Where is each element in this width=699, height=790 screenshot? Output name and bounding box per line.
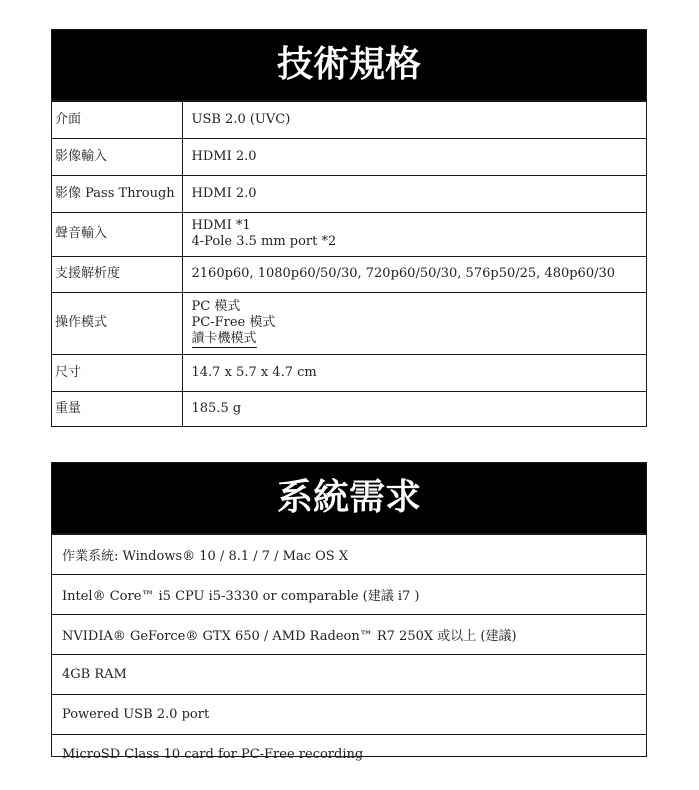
spec-value <box>182 212 646 256</box>
requirement-item: 作業系統: Windows® 10 / 8.1 / 7 / Mac OS X <box>62 549 349 564</box>
specs-table <box>52 102 646 426</box>
spec-value-line: HDMI *1 <box>191 218 251 233</box>
requirements-table <box>52 535 646 774</box>
spec-value-line: PC 模式 <box>191 298 241 314</box>
spec-key: 重量 <box>52 391 182 426</box>
requirement-item: 4GB RAM <box>52 655 646 695</box>
table-row <box>52 292 646 354</box>
spec-key: 影像 Pass Through <box>52 175 182 212</box>
spec-value: 14.7 x 5.7 x 4.7 cm <box>182 354 646 391</box>
table-row <box>52 391 646 426</box>
spec-key: 介面 <box>52 102 182 138</box>
table-row <box>52 256 646 292</box>
table-row <box>52 138 646 175</box>
spec-value: USB 2.0 (UVC) <box>191 111 291 127</box>
spec-value-line: PC-Free 模式 <box>191 314 276 330</box>
spec-value: 2160p60, 1080p60/50/30, 720p60/50/30, 576p50/25, 480p60/30 <box>182 256 646 292</box>
table-row <box>52 212 646 256</box>
requirements-panel <box>51 462 647 762</box>
table-row <box>52 735 646 775</box>
spec-value-line: 4-Pole 3.5 mm port *2 <box>191 234 337 249</box>
table-row <box>52 354 646 391</box>
table-row <box>52 655 646 695</box>
spec-value: HDMI 2.0 <box>182 175 646 212</box>
table-row <box>52 615 646 655</box>
specs-panel <box>51 29 647 427</box>
spec-key: 尺寸 <box>52 354 182 391</box>
spec-value: HDMI 2.0 <box>182 138 646 175</box>
requirements-title: 系統需求 <box>52 463 646 535</box>
requirement-item: Powered USB 2.0 port <box>52 695 646 735</box>
specs-title: 技術規格 <box>52 30 646 102</box>
table-row <box>52 575 646 615</box>
table-row <box>52 695 646 735</box>
spec-key: 支援解析度 <box>52 256 182 292</box>
requirement-item: MicroSD Class 10 card for PC-Free recording <box>52 735 646 775</box>
spec-key: 操作模式 <box>52 292 182 354</box>
table-row <box>52 102 646 138</box>
spec-key: 影像輸入 <box>52 138 182 175</box>
spec-value-line: 讀卡機模式 <box>191 330 257 346</box>
table-row <box>52 175 646 212</box>
spec-value: 185.5 g <box>182 391 646 426</box>
spec-value <box>182 292 646 354</box>
spec-key: 聲音輸入 <box>52 212 182 256</box>
table-row <box>52 535 646 575</box>
requirement-item: Intel® Core™ i5 CPU i5-3330 or comparable (建議 i7 ) <box>52 575 646 615</box>
requirement-item: NVIDIA® GeForce® GTX 650 / AMD Radeon™ R7 250X 或以上 (建議) <box>52 615 646 655</box>
